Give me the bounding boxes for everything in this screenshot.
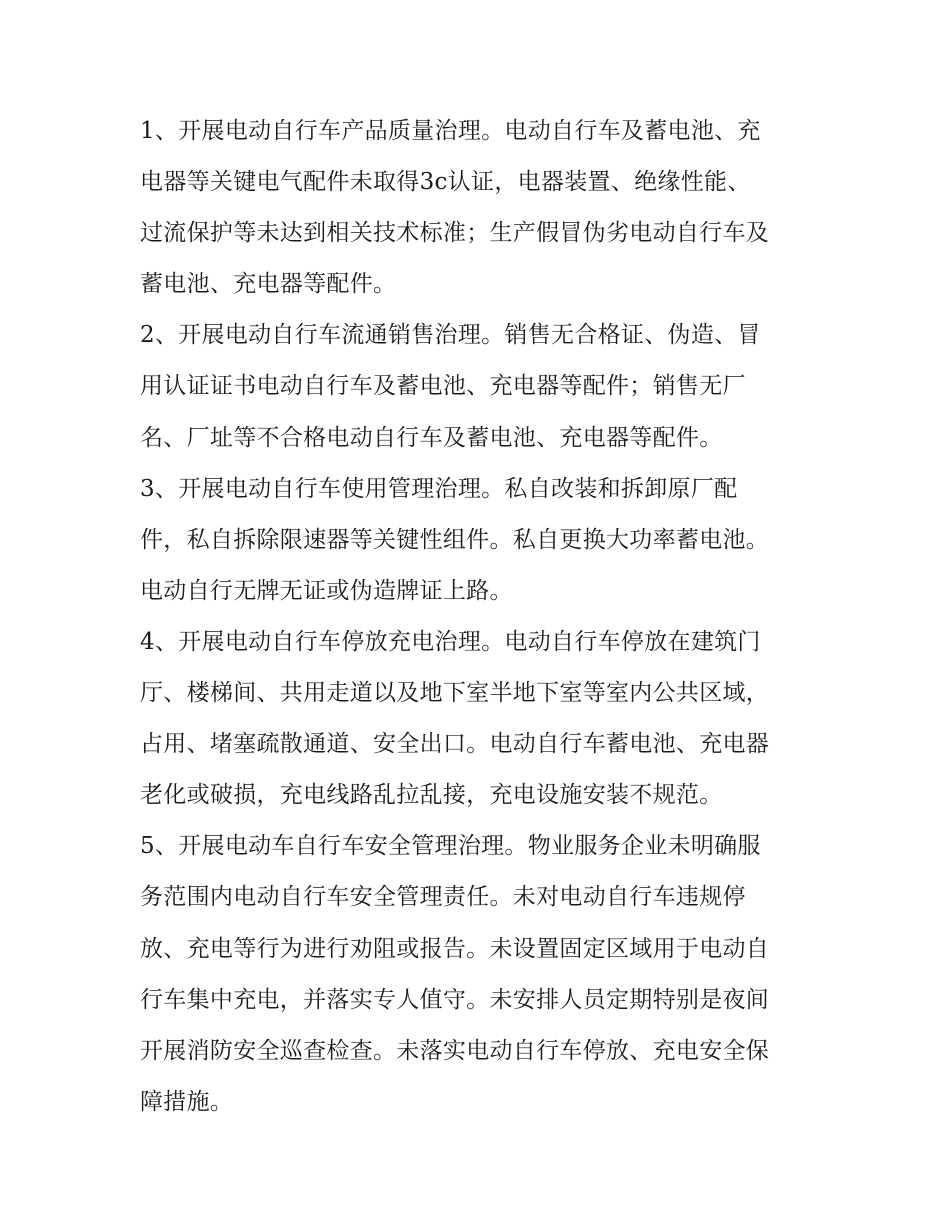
paragraph-5 <box>140 821 820 1128</box>
text-line: 4、开展电动自行车停放充电治理。电动自行车停放在建筑门 <box>140 628 761 655</box>
text-line: 1、开展电动自行车产品质量治理。电动自行车及蓄电池、充 <box>140 118 761 144</box>
paragraph-3 <box>140 464 820 617</box>
text-line: 2、开展电动自行车流通销售治理。销售无合格证、伪造、冒 <box>140 322 761 349</box>
paragraph-1 <box>140 106 820 310</box>
paragraph-4 <box>140 617 820 821</box>
text-line: 电动自行无牌无证或伪造牌证上路。 <box>140 577 513 604</box>
text-line: 名、厂址等不合格电动自行车及蓄电池、充电器等配件。 <box>140 424 723 451</box>
text-line: 障措施。 <box>140 1088 234 1115</box>
text-line: 占用、堵塞疏散通道、安全出口。电动自行车蓄电池、充电器 <box>140 731 770 758</box>
text-line: 件，私自拆除限速器等关键性组件。私自更换大功率蓄电池。 <box>140 526 770 553</box>
text-line: 3、开展电动自行车使用管理治理。私自改装和拆卸原厂配 <box>140 475 738 502</box>
text-line: 5、开展电动车自行车安全管理治理。物业服务企业未明确服 <box>140 833 761 860</box>
text-line: 电器等关键电气配件未取得3c认证，电器装置、绝缘性能、 <box>140 169 751 196</box>
text-line: 行车集中充电，并落实专人值守。未安排人员定期特别是夜间 <box>140 986 770 1013</box>
text-line: 开展消防安全巡查检查。未落实电动自行车停放、充电安全保 <box>140 1037 770 1064</box>
text-line: 放、充电等行为进行劝阻或报告。未设置固定区域用于电动自 <box>140 935 770 962</box>
text-line: 老化或破损，充电线路乱拉乱接，充电设施安装不规范。 <box>140 782 723 809</box>
text-line: 务范围内电动自行车安全管理责任。未对电动自行车违规停 <box>140 884 746 911</box>
text-line: 蓄电池、充电器等配件。 <box>140 271 397 298</box>
text-line: 厅、楼梯间、共用走道以及地下室半地下室等室内公共区域， <box>140 680 770 707</box>
document-body <box>140 106 820 1128</box>
text-line: 用认证证书电动自行车及蓄电池、充电器等配件；销售无厂 <box>140 373 746 400</box>
text-line: 过流保护等未达到相关技术标准；生产假冒伪劣电动自行车及 <box>140 220 770 247</box>
paragraph-2 <box>140 310 820 463</box>
